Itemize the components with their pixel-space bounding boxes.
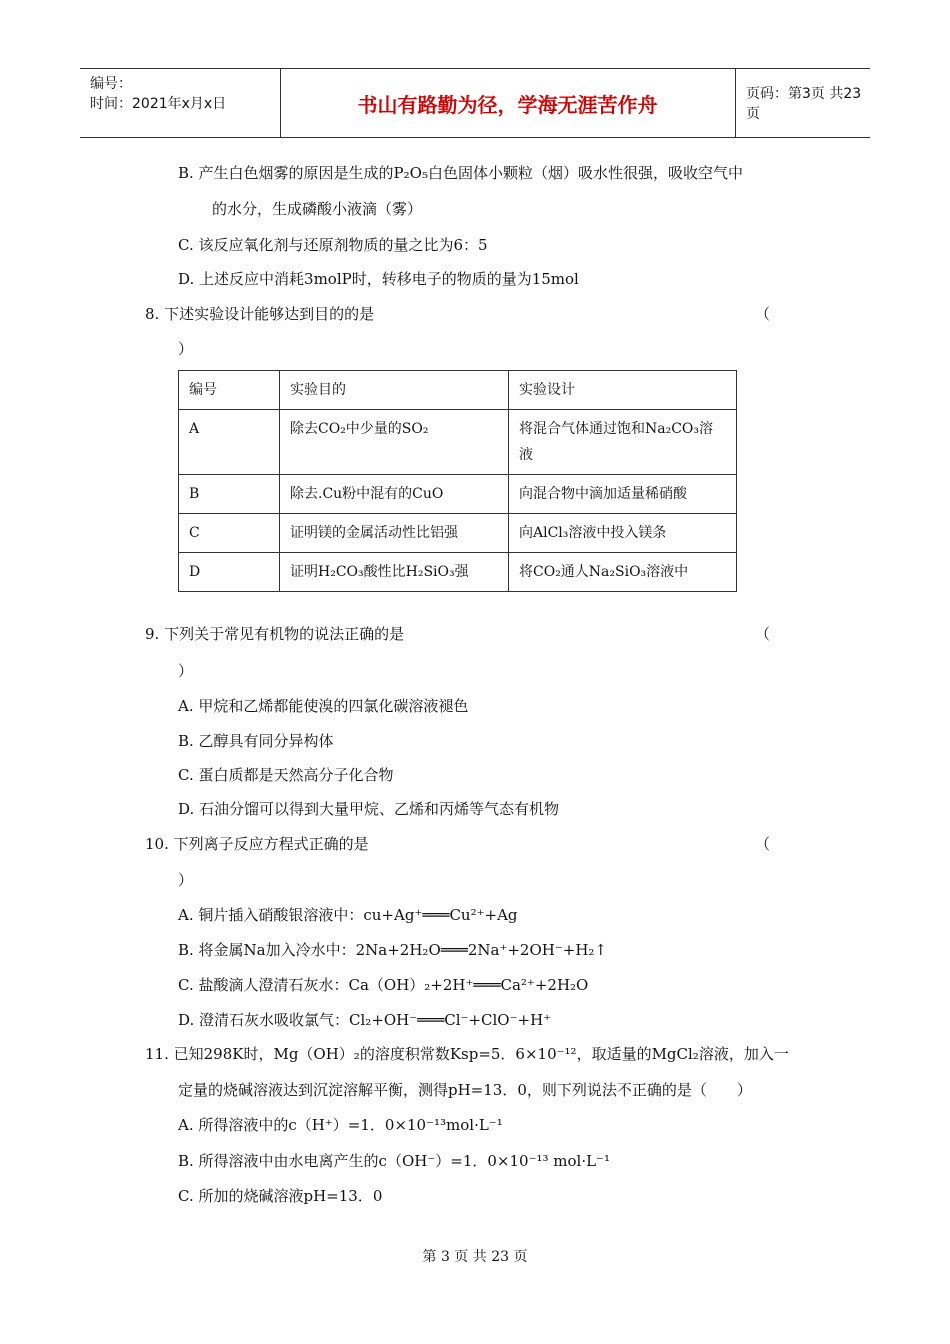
q10-paren-open: （ — [755, 835, 771, 853]
table-cell: C — [179, 514, 280, 553]
table-cell: 将混合气体通过饱和Na₂CO₃溶液 — [509, 410, 737, 475]
q11-option-b: B. 所得溶液中由水电离产生的c（OH⁻）=1．0×10⁻¹³ mol·L⁻¹ — [178, 1152, 610, 1170]
table-cell: 证明H₂CO₃酸性比H₂SiO₃强 — [280, 553, 509, 592]
table-cell: B — [179, 475, 280, 514]
header-motto: 书山有路勤为径，学海无涯苦作舟 — [280, 69, 736, 137]
table-row — [179, 553, 737, 592]
table-header-cell: 实验目的 — [280, 371, 509, 410]
q11-stem-line2: 定量的烧碱溶液达到沉淀溶解平衡，测得pH=13．0，则下列说法不正确的是（ ） — [178, 1081, 752, 1099]
q10-option-c: C. 盐酸滴人澄清石灰水：Ca（OH）₂+2H⁺═══Ca²⁺+2H₂O — [178, 976, 589, 994]
page-footer: 第 3 页 共 23 页 — [422, 1249, 528, 1265]
q9-option-a: A. 甲烷和乙烯都能使溴的四氯化碳溶液褪色 — [178, 697, 469, 715]
table-header-row — [179, 371, 737, 410]
q8-paren-open: （ — [755, 305, 771, 323]
q7-option-d: D. 上述反应中消耗3molP时，转移电子的物质的量为15mol — [178, 270, 579, 288]
q10-paren-close: ） — [178, 871, 194, 889]
q8-paren-close: ） — [178, 340, 194, 358]
table-cell: 除去CO₂中少量的SO₂ — [280, 410, 509, 475]
q9-paren-close: ） — [178, 662, 194, 680]
table-cell: 除去.Cu粉中混有的CuO — [280, 475, 509, 514]
table-cell: 向混合物中滴加适量稀硝酸 — [509, 475, 737, 514]
header-page-label: 页码：第3页 共23页 — [746, 86, 862, 122]
q9-option-b: B. 乙醇具有同分异构体 — [178, 732, 334, 750]
q7-option-b-line2: 的水分，生成磷酸小液滴（雾） — [212, 200, 423, 218]
q9-paren-open: （ — [755, 625, 771, 643]
q9-option-c: C. 蛋白质都是天然高分子化合物 — [178, 766, 394, 784]
q9-option-d: D. 石油分馏可以得到大量甲烷、乙烯和丙烯等气态有机物 — [178, 800, 560, 818]
table-cell: 证明镁的金属活动性比铝强 — [280, 514, 509, 553]
table-cell: 向AlCl₃溶液中投入镁条 — [509, 514, 737, 553]
q11-stem-line1: 11. 已知298K时，Mg（OH）₂的溶度积常数Ksp=5．6×10⁻¹²，取适量的MgCl₂溶液，加入一 — [145, 1045, 789, 1063]
q11-option-a: A. 所得溶液中的c（H⁺）=1．0×10⁻¹³mol·L⁻¹ — [178, 1116, 503, 1134]
page-header — [80, 68, 870, 138]
q10-option-a: A. 铜片插入硝酸银溶液中：cu+Ag⁺═══Cu²⁺+Ag — [178, 906, 518, 924]
q8-table — [178, 370, 737, 592]
number-label: 编号： — [90, 76, 132, 92]
table-header-cell: 实验设计 — [509, 371, 737, 410]
q7-option-c: C. 该反应氧化剂与还原剂物质的量之比为6：5 — [178, 236, 488, 254]
q9-stem: 9. 下列关于常见有机物的说法正确的是 — [145, 625, 405, 643]
table-cell: D — [179, 553, 280, 592]
table-cell: 将CO₂通人Na₂SiO₃溶液中 — [509, 553, 737, 592]
q11-option-c: C. 所加的烧碱溶液pH=13．0 — [178, 1187, 383, 1205]
table-row — [179, 410, 737, 475]
table-row — [179, 475, 737, 514]
header-meta — [80, 69, 281, 137]
q10-option-b: B. 将金属Na加入冷水中：2Na+2H₂O═══2Na⁺+2OH⁻+H₂↑ — [178, 941, 608, 959]
q10-stem: 10. 下列离子反应方程式正确的是 — [145, 835, 369, 853]
table-cell: A — [179, 410, 280, 475]
table-header-cell: 编号 — [179, 371, 280, 410]
q8-stem: 8. 下述实验设计能够达到目的的是 — [145, 305, 375, 323]
table-row — [179, 514, 737, 553]
q10-option-d: D. 澄清石灰水吸收氯气：Cl₂+OH⁻═══Cl⁻+ClO⁻+H⁺ — [178, 1011, 552, 1029]
q7-option-b-line1: B. 产生白色烟雾的原因是生成的P₂O₅白色固体小颗粒（烟）吸水性很强，吸收空气中 — [178, 164, 743, 182]
time-label: 时间：2021年x月x日 — [90, 96, 227, 112]
